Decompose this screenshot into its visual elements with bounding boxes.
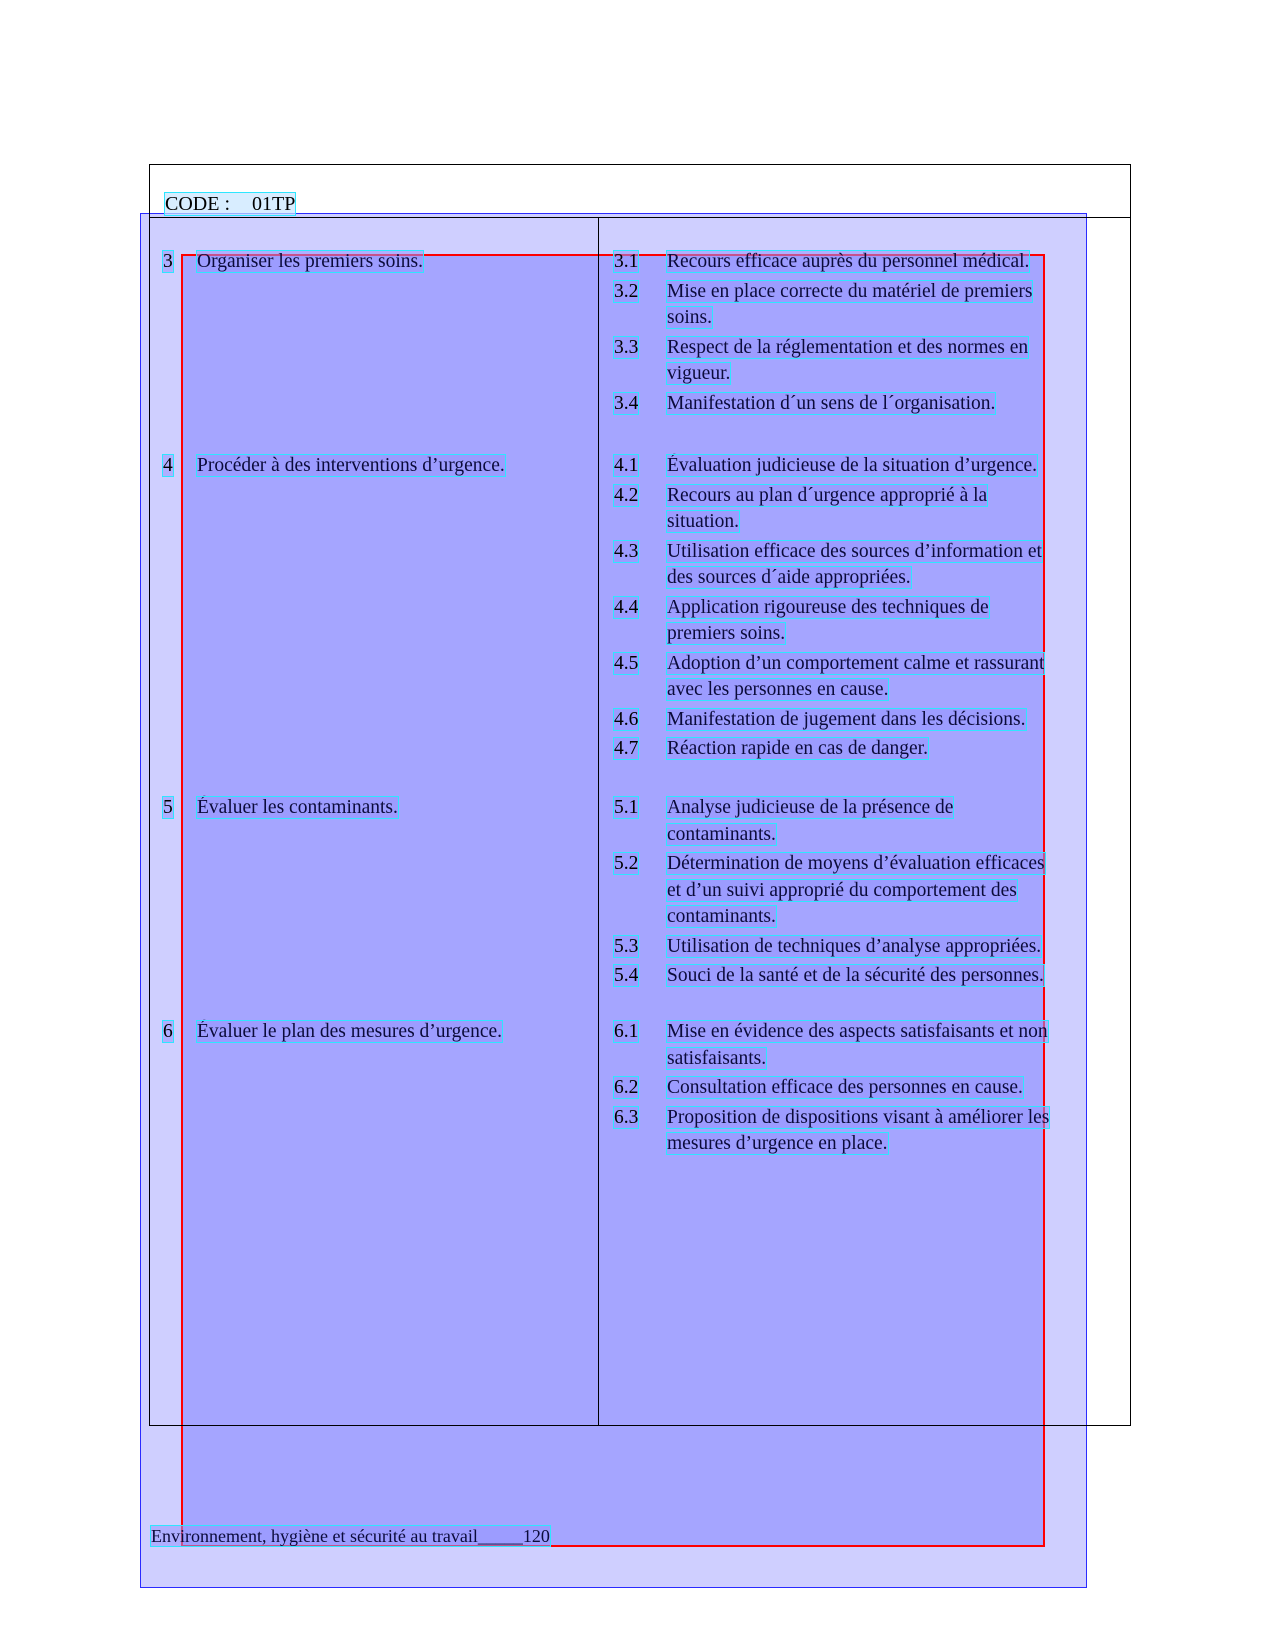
criterion-number: 3.4: [614, 392, 639, 414]
criterion-number: 3.3: [614, 336, 639, 358]
footer-text: Environnement, hygiène et sécurité au travail: [151, 1526, 478, 1546]
criterion-text-line: situation.: [667, 511, 740, 532]
criterion-text-line: premiers soins.: [667, 623, 786, 644]
criterion-text-line: Respect de la réglementation et des normes en: [667, 336, 1029, 358]
criterion-number: 3.2: [614, 280, 639, 302]
criterion-number: 3.1: [614, 251, 639, 272]
criterion-number: 5.2: [614, 853, 639, 874]
criterion-text-line: Utilisation efficace des sources d’information et: [667, 540, 1042, 562]
criterion-number: 5.3: [614, 935, 639, 957]
element-title: Évaluer le plan des mesures d’urgence.: [197, 1021, 503, 1042]
element-number: 3: [163, 251, 173, 272]
criterion-text-line: mesures d’urgence en place.: [667, 1133, 888, 1154]
code-value: 01TP: [252, 193, 296, 215]
criterion-number: 4.1: [614, 455, 639, 476]
criterion-text-line: Proposition de dispositions visant à améliorer les: [667, 1106, 1050, 1128]
criterion-text-line: Recours efficace auprès du personnel médical.: [667, 251, 1030, 272]
criterion-text-line: Recours au plan d´urgence approprié à la: [667, 484, 988, 506]
element-title: Procéder à des interventions d’urgence.: [197, 455, 505, 476]
footer-page-number: 120: [522, 1526, 550, 1546]
criterion-number: 4.6: [614, 708, 639, 730]
element-number: 6: [163, 1021, 173, 1042]
criterion-number: 4.2: [614, 484, 639, 506]
criterion-number: 6.2: [614, 1077, 639, 1098]
criterion-text-line: soins.: [667, 307, 712, 328]
criterion-number: 5.1: [614, 797, 639, 818]
footer-leader: _____: [477, 1526, 523, 1546]
criterion-text-line: Analyse judicieuse de la présence de: [667, 797, 954, 818]
table-column-divider: [598, 217, 599, 1426]
criterion-number: 6.1: [614, 1021, 639, 1042]
element-number: 5: [163, 797, 173, 818]
criterion-number: 6.3: [614, 1106, 639, 1128]
element-number: 4: [163, 455, 173, 476]
criterion-text-line: Manifestation de jugement dans les décisions.: [667, 708, 1026, 730]
page-footer: [151, 1526, 550, 1546]
criterion-text-line: Évaluation judicieuse de la situation d’urgence.: [667, 455, 1038, 476]
criterion-number: 4.4: [614, 596, 639, 618]
code-header: [165, 193, 295, 215]
criterion-text-line: Détermination de moyens d’évaluation efficaces: [667, 853, 1045, 874]
criterion-number: 4.7: [614, 738, 639, 759]
criterion-text-line: Réaction rapide en cas de danger.: [667, 738, 928, 759]
criterion-text-line: Mise en place correcte du matériel de premiers: [667, 280, 1033, 302]
criterion-text-line: Utilisation de techniques d’analyse appropriées.: [667, 935, 1042, 957]
criterion-text-line: Consultation efficace des personnes en cause.: [667, 1077, 1023, 1098]
criterion-text-line: des sources d´aide appropriées.: [667, 567, 911, 588]
criterion-text-line: Manifestation d´un sens de l´organisation.: [667, 392, 996, 414]
criterion-number: 4.5: [614, 652, 639, 674]
criterion-text-line: contaminants.: [667, 906, 776, 927]
element-title: Évaluer les contaminants.: [197, 797, 398, 818]
criterion-text-line: Adoption d’un comportement calme et rassurant: [667, 652, 1045, 674]
criterion-text-line: contaminants.: [667, 823, 776, 845]
table-header-divider: [149, 217, 1131, 218]
criterion-text-line: Mise en évidence des aspects satisfaisants et non: [667, 1021, 1048, 1042]
criterion-number: 5.4: [614, 965, 639, 986]
code-label: CODE :: [165, 193, 230, 215]
criterion-text-line: et d’un suivi approprié du comportement des: [667, 879, 1017, 901]
criterion-text-line: avec les personnes en cause.: [667, 679, 889, 700]
criterion-text-line: vigueur.: [667, 363, 731, 384]
criterion-text-line: Application rigoureuse des techniques de: [667, 596, 989, 618]
criterion-text-line: Souci de la santé et de la sécurité des personnes.: [667, 965, 1044, 986]
element-title: Organiser les premiers soins.: [197, 251, 424, 272]
criterion-text-line: satisfaisants.: [667, 1047, 767, 1069]
criterion-number: 4.3: [614, 540, 639, 562]
